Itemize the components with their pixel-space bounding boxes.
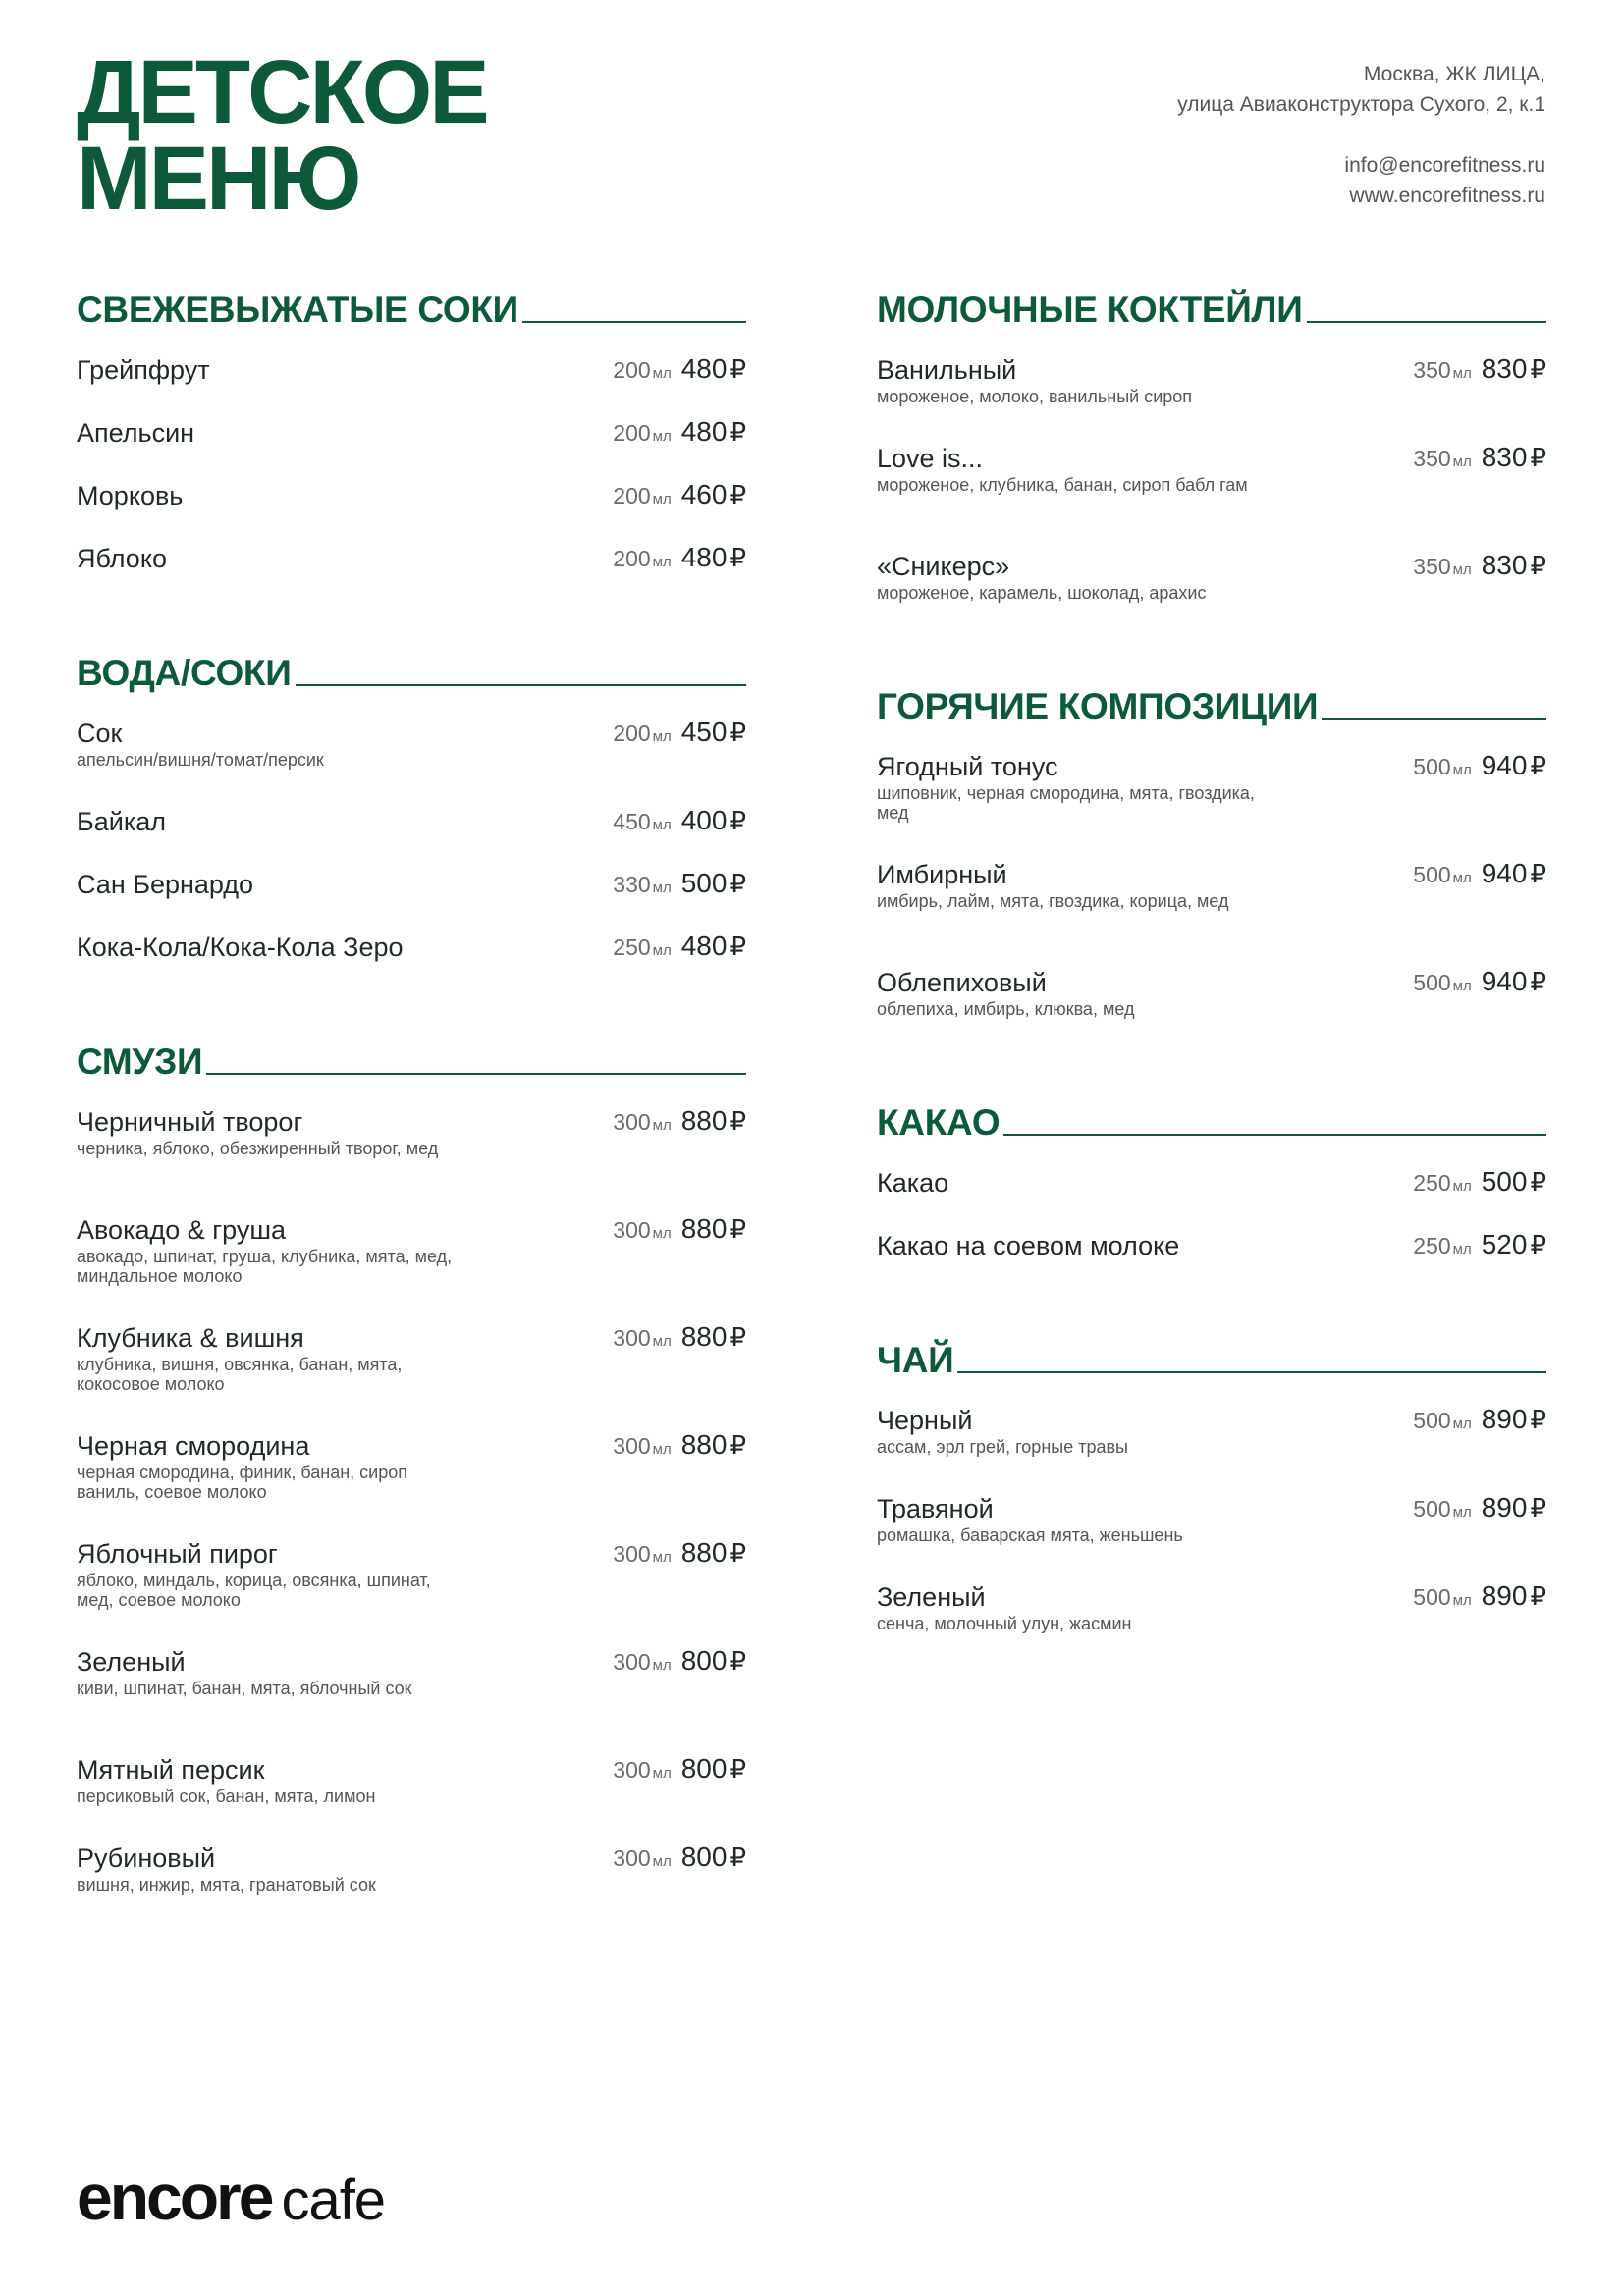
- item-price-group: [1413, 750, 1546, 781]
- item-name: Грейпфрут: [77, 355, 210, 385]
- menu-item: [77, 1842, 746, 1930]
- currency-symbol: ₽: [1530, 751, 1546, 780]
- section-header: [877, 281, 1546, 330]
- item-price-group: [613, 717, 746, 748]
- item-volume: 500: [1413, 970, 1451, 995]
- item-name: Зеленый: [877, 1582, 986, 1612]
- item-price: 500: [1481, 1166, 1528, 1197]
- item-price-group: [1413, 1492, 1546, 1523]
- item-volume: 300: [613, 1325, 651, 1351]
- address-line2: улица Авиаконструктора Сухого, 2, к.1: [1177, 93, 1545, 116]
- contact-block: [1177, 59, 1545, 211]
- currency-symbol: ₽: [1530, 1581, 1546, 1611]
- item-description: ромашка, баварская мята, женьшень: [877, 1525, 1183, 1545]
- section-divider: [296, 684, 746, 686]
- currency-symbol: ₽: [1530, 354, 1546, 384]
- item-price: 830: [1481, 353, 1528, 384]
- menu-item: [877, 750, 1546, 858]
- item-price: 880: [680, 1105, 728, 1136]
- item-description: киви, шпинат, банан, мята, яблочный сок: [77, 1679, 412, 1698]
- item-description: клубника, вишня, овсянка, банан, мята, кокосовое молоко: [77, 1355, 403, 1394]
- item-price: 830: [1481, 442, 1528, 472]
- item-price-group: [1413, 353, 1546, 385]
- item-price: 450: [680, 717, 728, 747]
- item-name: Травяной: [877, 1494, 994, 1523]
- menu-item: [77, 542, 746, 605]
- item-volume: 350: [1413, 446, 1451, 471]
- item-price: 880: [680, 1429, 728, 1460]
- item-name: Имбирный: [877, 860, 1007, 889]
- item-price-group: [613, 542, 746, 573]
- item-name: Рубиновый: [77, 1843, 216, 1873]
- item-price: 460: [680, 479, 728, 509]
- item-name: Кока-Кола/Кока-Кола Зеро: [77, 933, 404, 962]
- menu-section: [77, 644, 746, 993]
- item-name: Зеленый: [77, 1647, 186, 1677]
- item-volume: 300: [613, 1845, 651, 1871]
- section-title: ВОДА/СОКИ: [77, 653, 292, 693]
- menu-item: [77, 805, 746, 868]
- section-divider: [957, 1371, 1546, 1373]
- item-name: Яблочный пирог: [77, 1539, 278, 1569]
- menu-item: [877, 442, 1546, 550]
- section-title: СВЕЖЕВЫЖАТЫЕ СОКИ: [77, 290, 518, 330]
- item-volume: 300: [613, 1649, 651, 1675]
- menu-section: [877, 1331, 1546, 1669]
- item-volume: 300: [613, 1757, 651, 1783]
- volume-unit: мл: [1452, 1178, 1472, 1195]
- item-volume: 250: [613, 934, 651, 960]
- item-price-group: [613, 868, 746, 899]
- volume-unit: мл: [652, 880, 672, 896]
- item-name: Мятный персик: [77, 1755, 265, 1785]
- section-title: МОЛОЧНЫЕ КОКТЕЙЛИ: [877, 290, 1303, 330]
- item-volume: 500: [1413, 754, 1451, 779]
- item-description: имбирь, лайм, мята, гвоздика, корица, мед: [877, 891, 1229, 911]
- item-price-group: [1413, 1404, 1546, 1435]
- section-header: [877, 677, 1546, 726]
- item-price-group: [613, 1537, 746, 1569]
- item-volume: 200: [613, 420, 651, 446]
- item-price: 940: [1481, 966, 1528, 996]
- item-volume: 300: [613, 1217, 651, 1243]
- page-title-line1: ДЕТСКОЕ: [77, 42, 487, 142]
- address-line1: Москва, ЖК ЛИЦА,: [1363, 63, 1545, 85]
- volume-unit: мл: [1452, 762, 1472, 778]
- logo-main-text: encore: [77, 2161, 272, 2233]
- item-volume: 300: [613, 1109, 651, 1135]
- menu-item: [77, 1645, 746, 1753]
- section-header: [77, 1033, 746, 1082]
- menu-item: [877, 858, 1546, 966]
- item-price: 890: [1481, 1580, 1528, 1611]
- item-name: Черный: [877, 1406, 973, 1435]
- volume-unit: мл: [1452, 1241, 1472, 1257]
- menu-item: [77, 1429, 746, 1537]
- section-divider: [522, 321, 746, 323]
- section-title: КАКАО: [877, 1102, 1001, 1143]
- section-divider: [1307, 321, 1546, 323]
- item-volume: 450: [613, 809, 651, 834]
- currency-symbol: ₽: [730, 869, 746, 898]
- item-volume: 200: [613, 483, 651, 508]
- item-price-group: [1413, 1229, 1546, 1260]
- menu-item: [77, 1105, 746, 1213]
- item-description: апельсин/вишня/томат/персик: [77, 750, 324, 770]
- currency-symbol: ₽: [1530, 1230, 1546, 1259]
- page-title-line2: МЕНЮ: [77, 129, 359, 229]
- item-price: 480: [680, 416, 728, 447]
- currency-symbol: ₽: [730, 1754, 746, 1784]
- item-price: 880: [680, 1213, 728, 1244]
- section-header: [877, 1094, 1546, 1143]
- menu-item: [77, 931, 746, 993]
- item-name: Облепиховый: [877, 968, 1047, 997]
- volume-unit: мл: [652, 1117, 672, 1134]
- menu-item: [877, 1404, 1546, 1492]
- item-price: 500: [680, 868, 728, 898]
- volume-unit: мл: [1452, 1504, 1472, 1521]
- volume-unit: мл: [652, 1441, 672, 1458]
- currency-symbol: ₽: [730, 417, 746, 447]
- menu-item: [877, 1492, 1546, 1580]
- item-price-group: [613, 353, 746, 385]
- item-volume: 500: [1413, 1408, 1451, 1433]
- currency-symbol: ₽: [1530, 1167, 1546, 1197]
- item-price-group: [613, 931, 746, 962]
- volume-unit: мл: [1452, 1592, 1472, 1609]
- item-volume: 200: [613, 546, 651, 571]
- item-price: 480: [680, 931, 728, 961]
- volume-unit: мл: [1452, 1415, 1472, 1432]
- section-divider: [1322, 718, 1546, 720]
- item-price-group: [613, 1321, 746, 1353]
- item-price: 800: [680, 1753, 728, 1784]
- section-header: [77, 281, 746, 330]
- volume-unit: мл: [652, 428, 672, 445]
- item-volume: 500: [1413, 862, 1451, 887]
- item-price-group: [1413, 858, 1546, 889]
- section-header: [877, 1331, 1546, 1380]
- item-price-group: [613, 1753, 746, 1785]
- menu-item: [877, 1580, 1546, 1669]
- currency-symbol: ₽: [730, 1538, 746, 1568]
- menu-section: [877, 677, 1546, 1054]
- item-description: шиповник, черная смородина, мята, гвоздика, мед: [877, 783, 1255, 823]
- currency-symbol: ₽: [730, 543, 746, 572]
- menu-item: [877, 966, 1546, 1054]
- menu-item: [77, 717, 746, 805]
- section-divider: [206, 1073, 746, 1075]
- item-description: мороженое, карамель, шоколад, арахис: [877, 583, 1207, 603]
- logo-sub-text: cafe: [281, 2168, 386, 2232]
- volume-unit: мл: [652, 1225, 672, 1242]
- menu-section: [877, 1094, 1546, 1292]
- item-name: Какао на соевом молоке: [877, 1231, 1180, 1260]
- volume-unit: мл: [652, 554, 672, 570]
- right-column: [877, 281, 1546, 1708]
- volume-unit: мл: [652, 942, 672, 959]
- volume-unit: мл: [652, 1657, 672, 1674]
- menu-item: [77, 1537, 746, 1645]
- item-price-group: [613, 1429, 746, 1461]
- currency-symbol: ₽: [730, 1646, 746, 1676]
- menu-section: [77, 1033, 746, 1930]
- page-title: [77, 42, 487, 229]
- item-volume: 350: [1413, 357, 1451, 383]
- item-price: 400: [680, 805, 728, 835]
- item-description: облепиха, имбирь, клюква, мед: [877, 999, 1135, 1019]
- currency-symbol: ₽: [730, 806, 746, 835]
- menu-item: [877, 1229, 1546, 1292]
- item-price: 480: [680, 353, 728, 384]
- section-title: ЧАЙ: [877, 1340, 954, 1380]
- menu-item: [877, 353, 1546, 442]
- item-description: сенча, молочный улун, жасмин: [877, 1614, 1132, 1633]
- item-price: 890: [1481, 1404, 1528, 1434]
- menu-section: [77, 281, 746, 605]
- item-name: Сан Бернардо: [77, 870, 254, 899]
- item-volume: 330: [613, 872, 651, 897]
- menu-item: [77, 868, 746, 931]
- item-price-group: [613, 805, 746, 836]
- item-volume: 200: [613, 357, 651, 383]
- volume-unit: мл: [1452, 561, 1472, 578]
- item-price: 880: [680, 1537, 728, 1568]
- item-volume: 300: [613, 1433, 651, 1459]
- volume-unit: мл: [652, 491, 672, 507]
- volume-unit: мл: [1452, 365, 1472, 382]
- item-price-group: [1413, 1580, 1546, 1612]
- item-price-group: [613, 1213, 746, 1245]
- menu-item: [77, 479, 746, 542]
- volume-unit: мл: [1452, 978, 1472, 994]
- section-divider: [1003, 1134, 1546, 1136]
- item-description: авокадо, шпинат, груша, клубника, мята, мед, миндальное молоко: [77, 1247, 453, 1286]
- item-price: 520: [1481, 1229, 1528, 1259]
- email-text: info@encorefitness.ru: [1344, 154, 1545, 177]
- item-price: 940: [1481, 750, 1528, 780]
- item-price: 800: [680, 1842, 728, 1872]
- item-name: Какао: [877, 1168, 949, 1198]
- currency-symbol: ₽: [1530, 1493, 1546, 1522]
- volume-unit: мл: [652, 1549, 672, 1566]
- item-price: 830: [1481, 550, 1528, 580]
- item-name: Авокадо & груша: [77, 1215, 287, 1245]
- currency-symbol: ₽: [730, 718, 746, 747]
- item-price-group: [613, 1105, 746, 1137]
- volume-unit: мл: [652, 365, 672, 382]
- currency-symbol: ₽: [1530, 859, 1546, 888]
- currency-symbol: ₽: [730, 480, 746, 509]
- volume-unit: мл: [652, 728, 672, 745]
- item-name: Сок: [77, 719, 123, 748]
- currency-symbol: ₽: [730, 1842, 746, 1872]
- currency-symbol: ₽: [730, 1322, 746, 1352]
- item-price: 890: [1481, 1492, 1528, 1522]
- volume-unit: мл: [652, 1333, 672, 1350]
- currency-symbol: ₽: [1530, 1405, 1546, 1434]
- item-name: Апельсин: [77, 418, 195, 448]
- menu-item: [77, 416, 746, 479]
- item-price-group: [1413, 966, 1546, 997]
- item-price-group: [613, 416, 746, 448]
- currency-symbol: ₽: [730, 354, 746, 384]
- item-price-group: [1413, 1166, 1546, 1198]
- item-description: черная смородина, финик, банан, сироп ваниль, соевое молоко: [77, 1463, 407, 1502]
- volume-unit: мл: [1452, 870, 1472, 886]
- item-price-group: [613, 1645, 746, 1677]
- item-name: Морковь: [77, 481, 184, 510]
- menu-item: [77, 353, 746, 416]
- menu-item: [877, 1166, 1546, 1229]
- item-price-group: [613, 1842, 746, 1873]
- currency-symbol: ₽: [1530, 551, 1546, 580]
- currency-symbol: ₽: [730, 1214, 746, 1244]
- item-volume: 500: [1413, 1584, 1451, 1610]
- menu-item: [877, 550, 1546, 638]
- item-price-group: [1413, 442, 1546, 473]
- section-header: [77, 644, 746, 693]
- left-column: [77, 281, 746, 1969]
- volume-unit: мл: [652, 1853, 672, 1870]
- item-name: Черная смородина: [77, 1431, 310, 1461]
- menu-item: [77, 1753, 746, 1842]
- currency-symbol: ₽: [730, 1430, 746, 1460]
- item-name: Байкал: [77, 807, 166, 836]
- item-description: вишня, инжир, мята, гранатовый сок: [77, 1875, 376, 1895]
- currency-symbol: ₽: [730, 1106, 746, 1136]
- item-volume: 300: [613, 1541, 651, 1567]
- currency-symbol: ₽: [1530, 967, 1546, 996]
- currency-symbol: ₽: [1530, 443, 1546, 472]
- menu-item: [77, 1213, 746, 1321]
- item-volume: 250: [1413, 1170, 1451, 1196]
- brand-logo: [77, 2160, 385, 2234]
- menu-section: [877, 281, 1546, 638]
- menu-item: [77, 1321, 746, 1429]
- website-text: www.encorefitness.ru: [1349, 185, 1545, 207]
- item-name: Love is...: [877, 444, 984, 473]
- item-name: Клубника & вишня: [77, 1323, 304, 1353]
- item-price: 880: [680, 1321, 728, 1352]
- item-description: мороженое, клубника, банан, сироп бабл гам: [877, 475, 1248, 495]
- volume-unit: мл: [652, 1765, 672, 1782]
- item-name: Ягодный тонус: [877, 752, 1058, 781]
- item-name: Черничный творог: [77, 1107, 303, 1137]
- item-description: мороженое, молоко, ванильный сироп: [877, 387, 1193, 406]
- item-price-group: [613, 479, 746, 510]
- item-name: Яблоко: [77, 544, 167, 573]
- item-price: 940: [1481, 858, 1528, 888]
- item-description: яблоко, миндаль, корица, овсянка, шпинат, мед, соевое молоко: [77, 1571, 431, 1610]
- item-volume: 200: [613, 721, 651, 746]
- item-price: 800: [680, 1645, 728, 1676]
- volume-unit: мл: [652, 817, 672, 833]
- item-description: черника, яблоко, обезжиренный творог, мед: [77, 1139, 439, 1158]
- section-title: ГОРЯЧИЕ КОМПОЗИЦИИ: [877, 686, 1319, 726]
- item-description: персиковый сок, банан, мята, лимон: [77, 1787, 376, 1806]
- item-price: 480: [680, 542, 728, 572]
- item-name: «Сникерс»: [877, 552, 1010, 581]
- item-price-group: [1413, 550, 1546, 581]
- item-name: Ванильный: [877, 355, 1017, 385]
- volume-unit: мл: [1452, 454, 1472, 470]
- section-title: СМУЗИ: [77, 1041, 203, 1082]
- item-volume: 250: [1413, 1233, 1451, 1258]
- item-volume: 350: [1413, 554, 1451, 579]
- item-volume: 500: [1413, 1496, 1451, 1522]
- item-description: ассам, эрл грей, горные травы: [877, 1437, 1128, 1457]
- currency-symbol: ₽: [730, 932, 746, 961]
